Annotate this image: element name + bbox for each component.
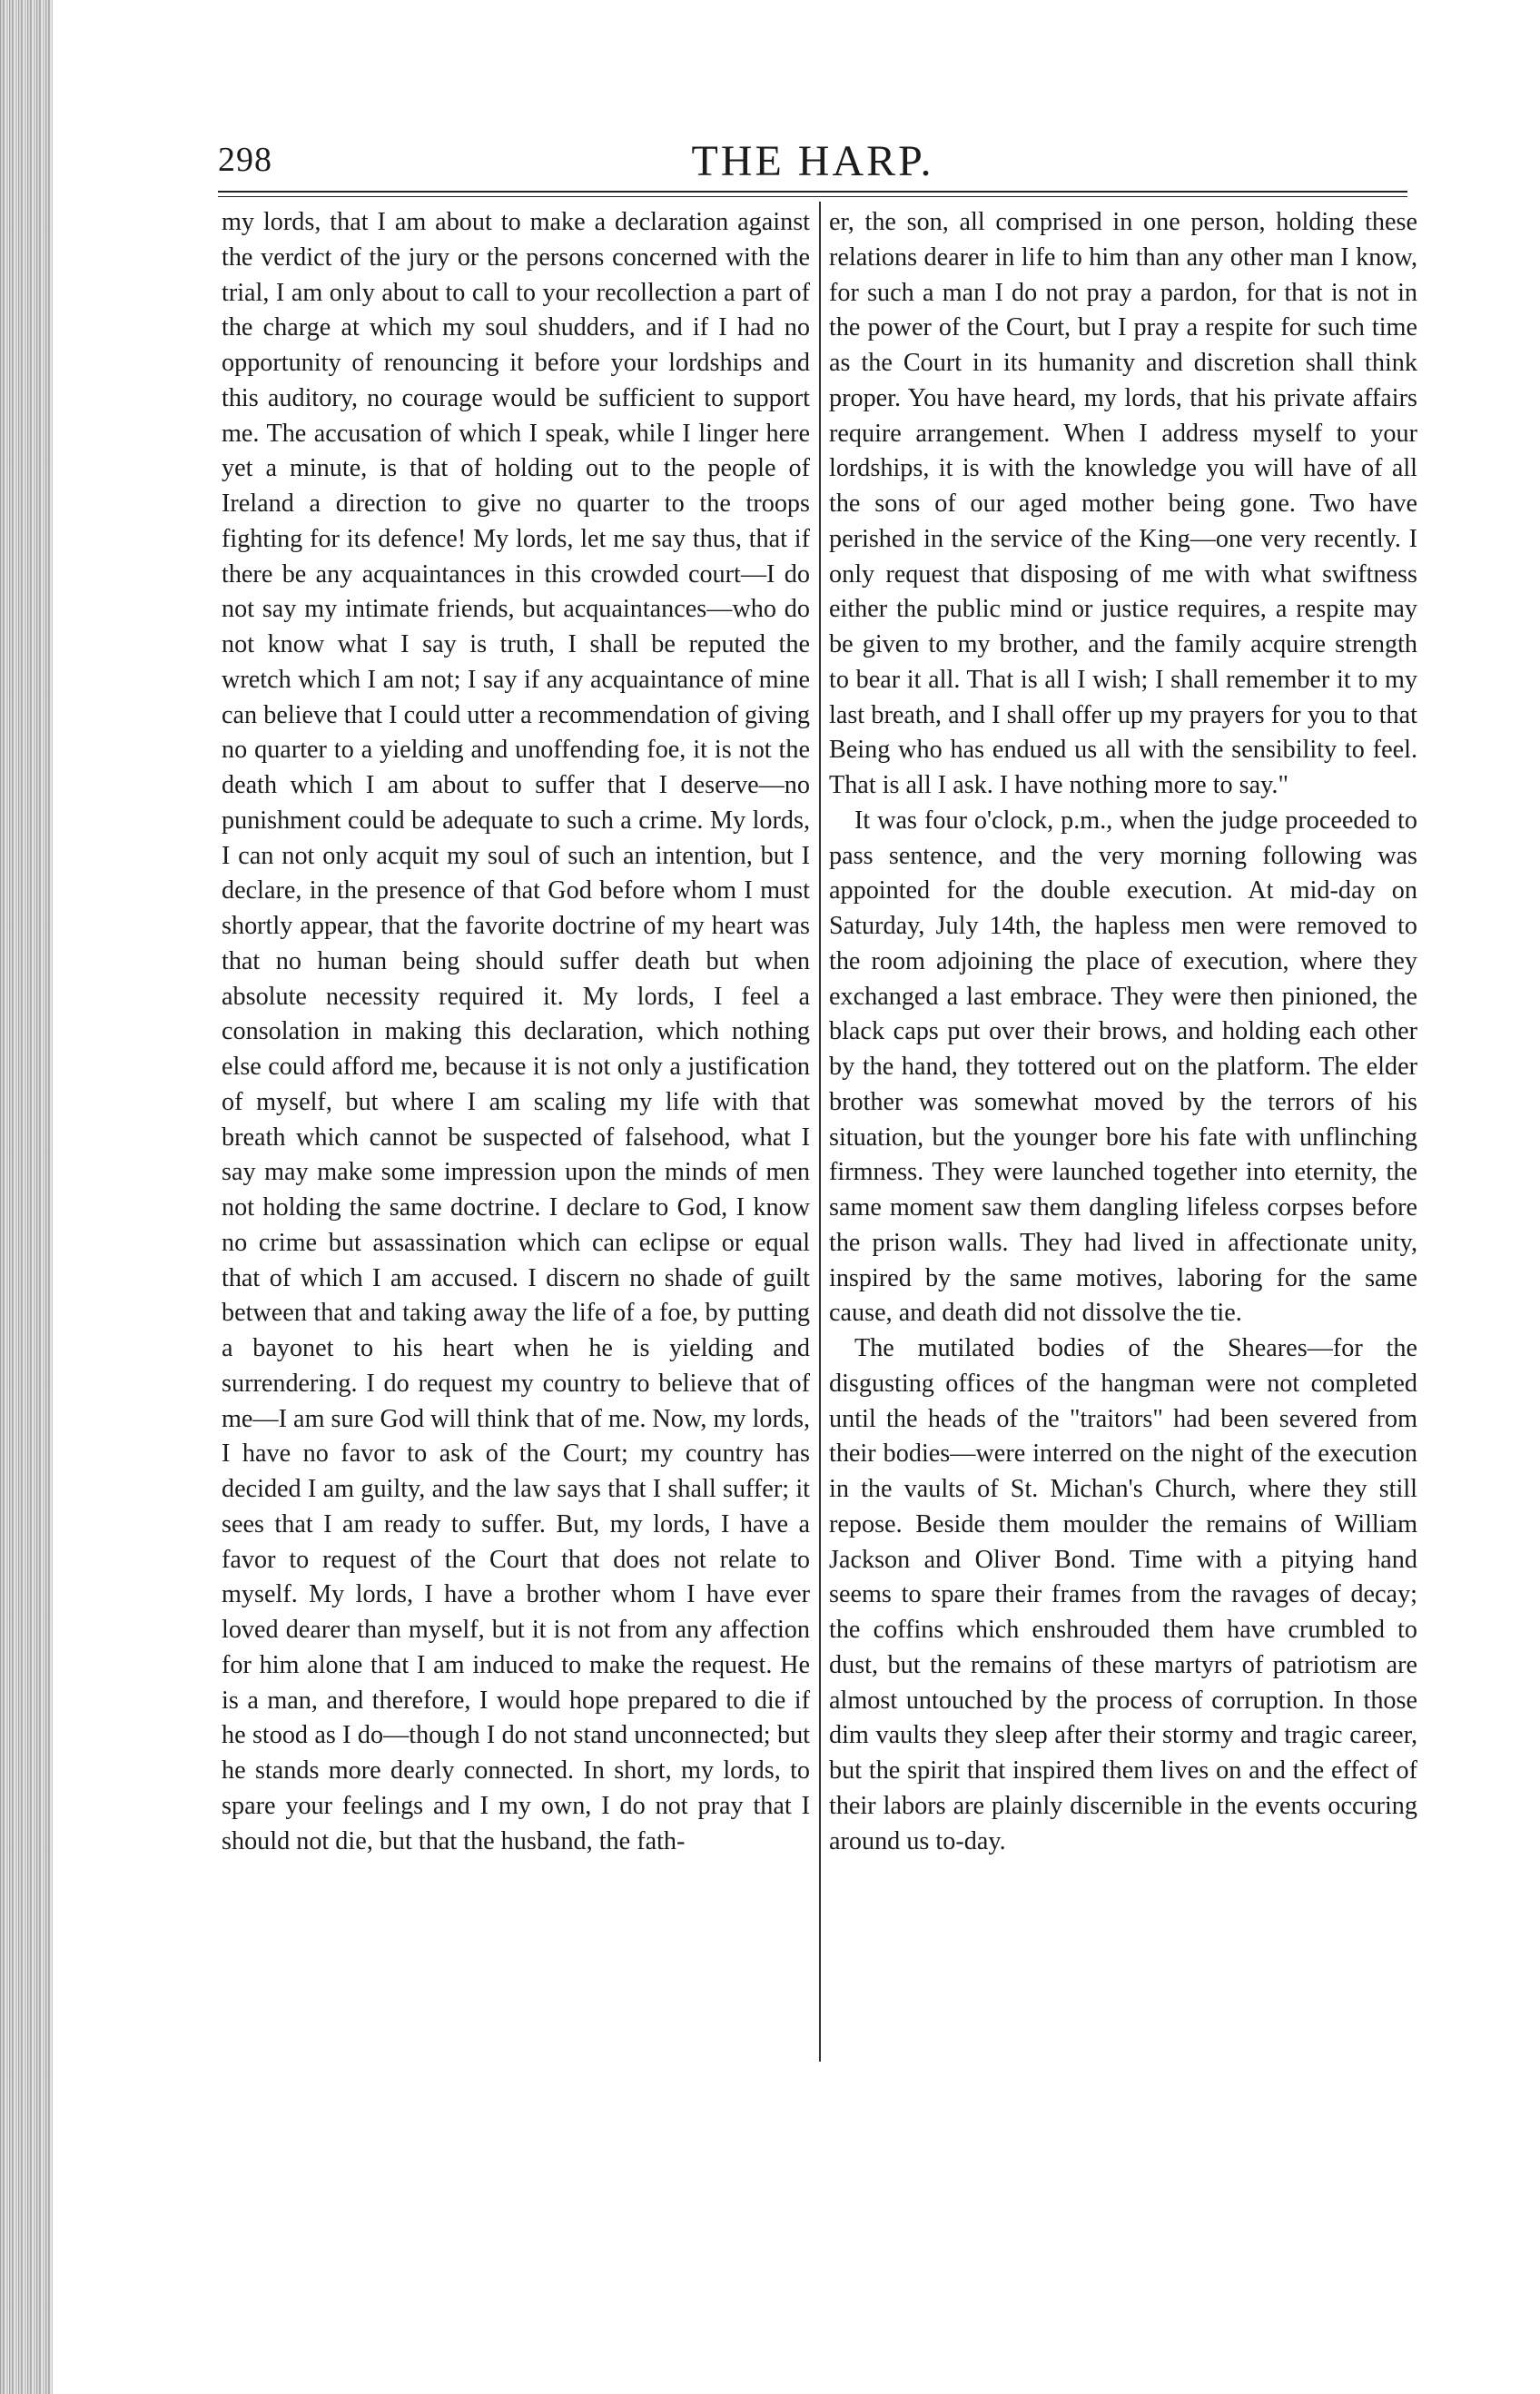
book-binding-edge [0,0,53,2394]
right-paragraph-3: The mutilated bodies of the Sheares—for the disgusting offices of the hangman were not completed until the heads of the "traitors" had been severed from their bodies—were interred on the night of the execution in the vaults of St. Michan's Church, where they still repose. Beside them moulder the remains of William Jackson and Oliver Bond. Time with a pitying hand seems to spare their frames from the ravages of decay; the coffins which enshrouded them have crumbled to dust, but the remains of these martyrs of patriotism are almost untouched by the process of corruption. In those dim vaults they sleep after their stormy and tragic career, but the spirit that inspired them lives on and the effect of their labors are plainly discernible in the events occuring around us to-day. [829,1334,1417,1855]
page-header [218,136,1407,191]
column-divider [819,202,821,2062]
right-column [829,205,1417,2058]
left-column [222,205,810,2058]
right-paragraph-2: It was four o'clock, p.m., when the judge proceeded to pass sentence, and the very morning following was appointed for the double execution. At mid-day on Saturday, July 14th, the hapless men were removed to the room adjoining the place of execution, where they exchanged a last embrace. They were then pinioned, the black caps put over their brows, and holding each other by the hand, they tottered out on the platform. The elder brother was somewhat moved by the terrors of his situation, but the younger bore his fate with unflinching firmness. They were launched together into eternity, the same moment saw them dangling lifeless corpses before the prison walls. They had lived in affectionate unity, inspired by the same motives, laboring for the same cause, and death did not dissolve the tie. [829,806,1417,1328]
page-number: 298 [218,141,272,179]
header-rule [218,191,1407,197]
journal-title: THE HARP. [691,137,934,185]
right-paragraph-1: er, the son, all comprised in one person, holding these relations dearer in life to him than any other man I know, for such a man I do not pray a pardon, for that is not in the power of the Court, but I pray a respite for such time as the Court in its humanity and discretion shall think proper. You have heard, my lords, that his private affairs require arrangement. When I address myself to your lordships, it is with the knowledge you will have of all the sons of our aged mother being gone. Two have perished in the service of the King—one very recently. I only request that disposing of me with what swiftness either the public mind or justice requires, a respite may be given to my brother, and the family acquire strength to bear it all. That is all I wish; I shall remember it to my last breath, and I shall offer up my prayers for you to that Being who has endued us all with the sensibility to feel. That is all I ask. I have nothing more to say." [829,208,1417,799]
left-paragraph-1: my lords, that I am about to make a declaration against the verdict of the jury or the persons concerned with the trial, I am only about to call to your recollection a part of the charge at which my soul shudders, and if I had no opportunity of renouncing it before your lordships and this auditory, no courage would be sufficient to support me. The accusation of which I speak, while I linger here yet a minute, is that of holding out to the people of Ireland a direction to give no quarter to the troops fighting for its defence! My lords, let me say thus, that if there be any acquaintances in this crowded court—I do not say my intimate friends, but acquaintances—who do not know what I say is truth, I shall be reputed the wretch which I am not; I say if any acquaintance of mine can believe that I could utter a recommendation of giving no quarter to a yielding and unoffending foe, it is not the death which I am about to suffer that I deserve—no punishment could be adequate to such a crime. My lords, I can not only acquit my soul of such an intention, but I declare, in the presence of that God before whom I must shortly appear, that the favorite doctrine of my heart was that no human being should suffer death but when absolute necessity required it. My lords, I feel a consolation in making this declaration, which nothing else could afford me, because it is not only a justification of myself, but where I am scaling my life with that breath which cannot be suspected of falsehood, what I say may make some impression upon the minds of men not holding the same doctrine. I declare to God, I know no crime but assassination which can eclipse or equal that of which I am accused. I discern no shade of guilt between that and taking away the life of a foe, by putting a bayonet to his heart when he is yielding and surrendering. I do request my country to believe that of me—I am sure God will think that of me. Now, my lords, I have no favor to ask of the Court; my country has decided I am guilty, and the law says that I shall suffer; it sees that I am ready to suffer. But, my lords, I have a favor to request of the Court that does not relate to myself. My lords, I have a brother whom I have ever loved dearer than myself, but it is not from any affection for him alone that I am induced to make the request. He is a man, and therefore, I would hope prepared to die if he stood as I do—though I do not stand unconnected; but he stands more dearly connected. In short, my lords, to spare your feelings and I my own, I do not pray that I should not die, but that the husband, the fath- [222,208,810,1855]
